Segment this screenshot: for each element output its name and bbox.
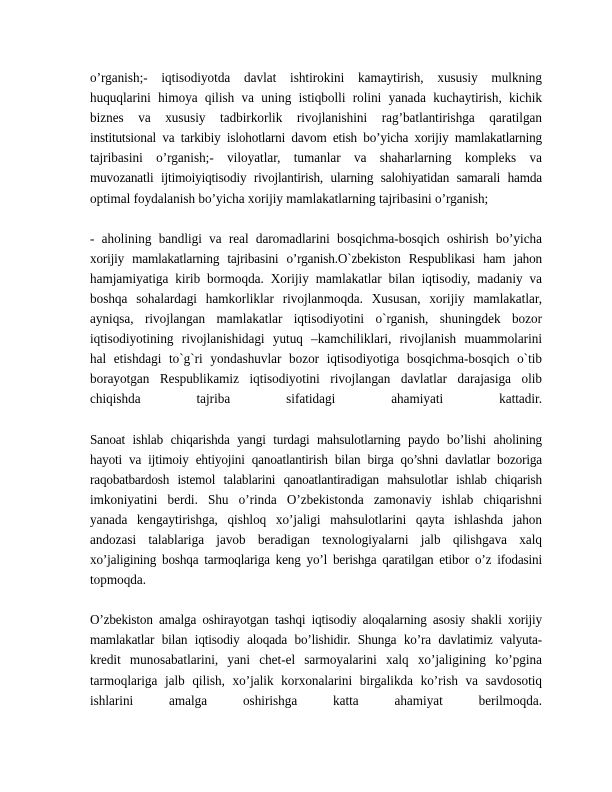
text-line: chiqishda tajriba sifatidagi ahamiyati kattadir. — [90, 391, 542, 407]
text-line: xo’jaligining boshqa tarmoqlariga keng yo’l berishga qaratilgan etibor o’z ifodasini — [90, 552, 542, 568]
paragraph-gap — [90, 410, 542, 430]
text-line: - aholining bandligi va real daromadlarini bosqichma-bosqich oshirish bo’yicha — [90, 230, 542, 246]
text-line: hamjamiyatiga kirib bormoqda. Xorijiy mamlakatlar bilan iqtisodiy, madaniy va — [90, 270, 542, 286]
text-line: mamlakatlar bilan iqtisodiy aloqada bo’lishidir. Shunga ko’ra davlatimiz valyuta- — [90, 632, 542, 648]
text-line: borayotgan Respublikamiz iqtisodiyotini rivojlangan davlatlar darajasiga olib — [90, 371, 542, 387]
text-line: xorijiy mamlakatlarning tajribasini o’rganish.O`zbekiston Respublikasi ham jahon — [90, 250, 542, 266]
paragraph-gap — [90, 590, 542, 610]
text-line: hal etishdagi to`g`ri yondashuvlar bozor iqtisodiyotiga bosqichma-bosqich o`tib — [90, 351, 542, 367]
text-line: O’zbekiston amalga oshirayotgan tashqi iqtisodiy aloqalarning asosiy shakli xorijiy — [90, 612, 542, 628]
text-line: biznes va xususiy tadbirkorlik rivojlanishini rag’batlantirishga qaratilgan — [90, 110, 542, 126]
text-line: imkoniyatini berdi. Shu o’rinda O’zbekistonda zamonaviy ishlab chiqarishni — [90, 491, 542, 507]
text-line: boshqa sohalardagi hamkorliklar rivojlanmoqda. Xususan, xorijiy mamlakatlar, — [90, 290, 542, 306]
text-line: topmoqda. — [90, 572, 147, 588]
text-line: ayniqsa, rivojlangan mamlakatlar iqtisodiyotini o`rganish, shuningdek bozor — [90, 311, 542, 327]
text-line: ishlarini amalga oshirishga katta ahamiyat berilmoqda. — [90, 692, 542, 708]
paragraph-1 — [90, 68, 542, 209]
text-line: huquqlarini himoya qilish va uning istiqbolli rolini yanada kuchaytirish, kichik — [90, 90, 542, 106]
text-line: muvozanatli ijtimoiyiqtisodiy rivojlantirish, ularning salohiyatidan samarali hamda — [90, 170, 542, 186]
text-line: hayoti va ijtimoiy ehtiyojini qanoatlantirish bilan birga qo’shni davlatlar bozoriga — [90, 451, 542, 467]
paragraph-4 — [90, 610, 542, 710]
text-line: Sanoat ishlab chiqarishda yangi turdagi mahsulotlarning paydo bo’lishi aholining — [90, 431, 542, 447]
text-line: tajribasini o’rganish;- viloyatlar, tumanlar va shaharlarning kompleks va — [90, 150, 542, 166]
text-line: iqtisodiyotining rivojlanishidagi yutuq –kamchiliklari, rivojlanish muammolarini — [90, 331, 542, 347]
text-line: yanada kengaytirishga, qishloq xo’jaligi mahsulotlarini qayta ishlashda jahon — [90, 511, 542, 527]
document-page — [90, 68, 542, 711]
text-line: andozasi talablariga javob beradigan texnologiyalarni jalb qilishgava xalq — [90, 531, 542, 547]
text-line: o’rganish;- iqtisodiyotda davlat ishtirokini kamaytirish, xususiy mulkning — [90, 70, 542, 85]
text-line: raqobatbardosh istemol talablarini qanoatlantiradigan mahsulotlar ishlab chiqarish — [90, 471, 542, 487]
text-line: kredit munosabatlarini, yani chet-el sarmoyalarini xalq xo’jaligining ko’pgina — [90, 652, 542, 668]
text-line: optimal foydalanish bo’yicha xorijiy mamlakatlarning tajribasini o’rganish; — [90, 190, 489, 206]
paragraph-3 — [90, 430, 542, 591]
text-line: institutsional va tarkibiy islohotlarni davom etish bo’yicha xorijiy mamlakatlarning — [90, 130, 542, 146]
paragraph-gap — [90, 209, 542, 229]
paragraph-2 — [90, 229, 542, 410]
text-line: tarmoqlariga jalb qilish, xo’jalik korxonalarini birgalikda ko’rish va savdosotiq — [90, 672, 542, 688]
